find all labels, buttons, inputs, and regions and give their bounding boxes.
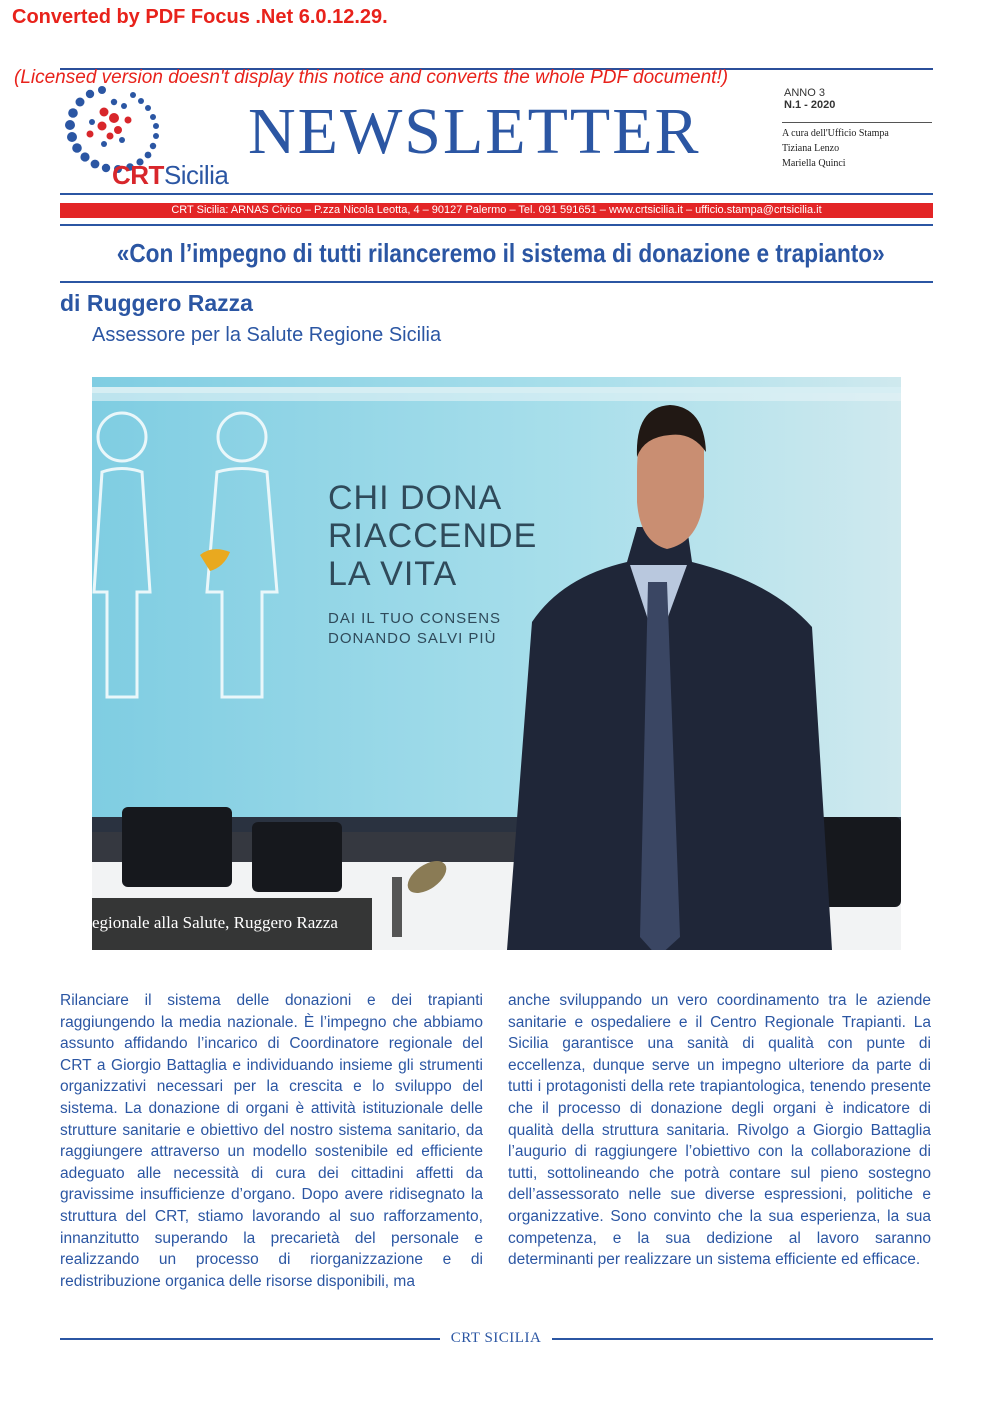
footer-label: CRT SICILIA — [450, 1330, 542, 1346]
press-office-credits — [782, 126, 889, 171]
issue-info — [784, 87, 835, 111]
credit-line: Mariella Quinci — [782, 158, 846, 169]
article-column-2: anche sviluppando un vero coordinamento tra le aziende sanitarie e ospedaliere e il Centro Regionale Trapianti. La Sicilia garantisce una sanità di qualità con punte di eccellenza, dunque serve un impegno ulteriore da parte di tutti i protagonisti della rete trapiantologica, tenendo presente che il processo di donazione degli organi è indicatore di qualità della struttura sanitaria. Rivolgo a Giorgio Battaglia l’augurio di raggiungere l’obiettivo con la collaborazione di tutti, sottolineando che potrà contare sul pieno sostegno dell’assessorato nelle sue diverse espressioni, politiche e organizzative. Sono convinto che la sua esperienza, la sua competenza, e la sua dedizione al lavoro saranno determinanti per realizzare un sistema efficiente ed efficace. — [508, 992, 931, 1269]
logo-wordmark-crt: CRT — [112, 160, 164, 190]
logo-wordmark-sicilia: Sicilia — [163, 160, 229, 190]
issue-number: N.1 - 2020 — [784, 99, 836, 111]
credit-line: Tiziana Lenzo — [782, 143, 840, 154]
poster-sub-line: DONANDO SALVI PIÙ — [328, 630, 497, 647]
poster-subtitle — [328, 609, 501, 649]
credit-line: A cura dell'Ufficio Stampa — [782, 128, 889, 139]
issue-year: ANNO 3 — [784, 87, 825, 99]
article-headline: «Con l’impegno di tutti rilanceremo il sistema di donazione e trapianto» — [116, 238, 885, 268]
footer-rule-left — [60, 1338, 440, 1340]
issue-rule — [782, 122, 932, 123]
poster-line: LA VITA — [328, 555, 458, 593]
author-role: Assessore per la Salute Regione Sicilia — [92, 324, 442, 346]
poster-line: CHI DONA — [328, 479, 503, 517]
article-author: di Ruggero Razza — [60, 290, 253, 316]
article-column-1: Rilanciare il sistema delle donazioni e dei trapianti raggiungendo la media nazionale. È l’impegno che abbiamo assunto affidando l’incarico di Coordinatore regionale del CRT a Giorgio Battaglia e individuando insieme gli strumenti organizzativi necessari per la crescita e lo sviluppo del sistema. La donazione di organi è attività istituzionale delle strutture sanitarie e obiettivo del nostro sistema sanitario, da raggiungere attraverso un modello sostenibile ed efficiente adeguato alle necessità di cura dei cittadini affetti da gravissime insufficienze d’organo. Dopo avere ridisegnato la struttura del CRT, stiamo lavorando al suo rafforzamento, innanzitutto superando la precarietà del personale e realizzando un processo di riorganizzazione e di redistribuzione organica delle risorse disponibili, ma — [60, 992, 483, 1290]
header-rule — [60, 193, 933, 195]
poster-line: RIACCENDE — [328, 517, 538, 555]
article-photo — [92, 377, 901, 950]
headline-rule — [60, 281, 933, 283]
poster-sub-line: DAI IL TUO CONSENS — [328, 610, 502, 627]
photo-caption: egionale alla Salute, Ruggero Razza — [92, 913, 338, 932]
footer-rule-right — [552, 1338, 933, 1340]
logo-wordmark — [112, 160, 228, 191]
converter-notice: Converted by PDF Focus .Net 6.0.12.29. — [12, 6, 388, 28]
license-notice: (Licensed version doesn't display this notice and converts the whole PDF document!) — [14, 67, 729, 88]
poster-slogan — [328, 479, 537, 593]
header-rule — [60, 224, 933, 226]
newsletter-title: NEWSLETTER — [248, 95, 701, 168]
photo-scene — [92, 377, 901, 950]
address-bar: CRT Sicilia: ARNAS Civico – P.zza Nicola Leotta, 4 – 90127 Palermo – Tel. 091 591651 – www.crtsicilia.it – ufficio.stampa@crtsicilia.it — [60, 203, 933, 218]
